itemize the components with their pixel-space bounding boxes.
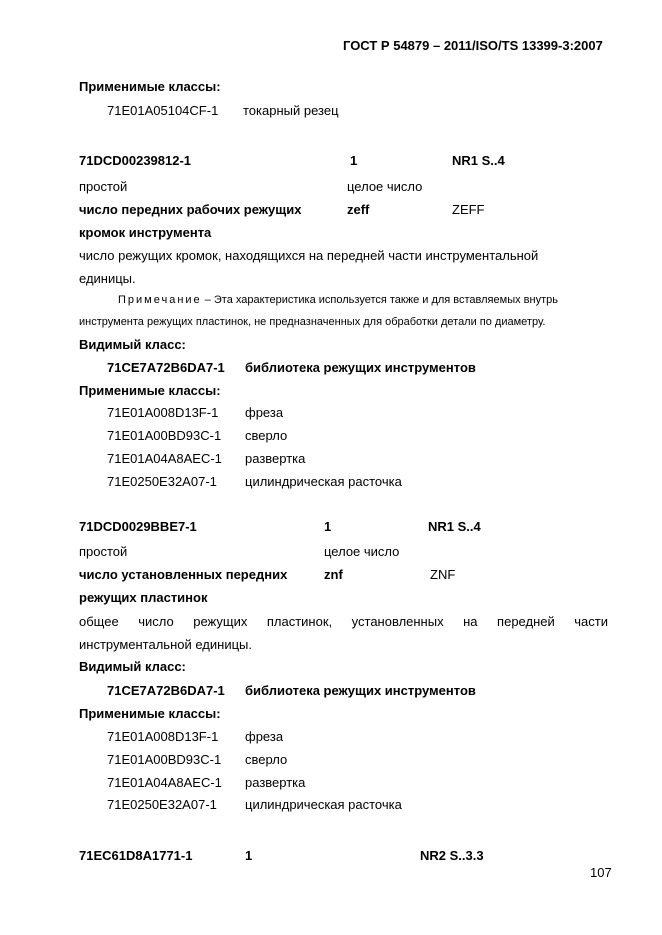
definition-word: передней <box>497 614 555 629</box>
class-name: цилиндрическая расточка <box>245 474 402 489</box>
entry-name-line1: число установленных передних <box>79 567 288 582</box>
entry-symbol: zeff <box>347 202 370 217</box>
entry-type-left: простой <box>79 544 128 559</box>
class-name: сверло <box>245 428 288 443</box>
entry-note-line2: инструмента режущих пластинок, не предназначенных для обработки детали по диаметру. <box>79 316 546 328</box>
entry-definition-line2: инструментальной единицы. <box>79 637 252 652</box>
entry-definition-line1 <box>79 615 608 628</box>
visible-class-label: Видимый класс: <box>79 337 186 352</box>
class-code: 71E01A008D13F-1 <box>107 405 219 420</box>
entry-symbol: znf <box>324 567 343 582</box>
entry-version: 1 <box>324 519 332 534</box>
entry-version: 1 <box>350 153 358 168</box>
entry-name-line2: кромок инструмента <box>79 225 212 240</box>
visible-class-label: Видимый класс: <box>79 659 186 674</box>
entry-requirement: NR2 S..3.3 <box>420 848 484 863</box>
entry-definition-line1: число режущих кромок, находящихся на передней части инструментальной <box>79 248 539 263</box>
visible-class-name: библиотека режущих инструментов <box>245 683 476 698</box>
entry-definition-line2: единицы. <box>79 271 136 286</box>
entry-type-left: простой <box>79 179 128 194</box>
entry-type-right: целое число <box>347 179 423 194</box>
applicable-classes-label: Применимые классы: <box>79 383 221 398</box>
definition-word: число <box>138 614 174 629</box>
definition-word: установленных <box>351 614 444 629</box>
visible-class-code: 71CE7A72B6DA7-1 <box>107 360 225 375</box>
entry-code: ZNF <box>430 567 456 582</box>
class-code: 71E01A00BD93C-1 <box>107 752 222 767</box>
entry-type-right: целое число <box>324 544 400 559</box>
entry-version: 1 <box>245 848 253 863</box>
entry-id: 71EC61D8A1771-1 <box>79 848 193 863</box>
class-code: 71E0250E32A07-1 <box>107 474 217 489</box>
entry-name-line1: число передних рабочих режущих <box>79 202 302 217</box>
applicable-classes-label: Применимые классы: <box>79 706 221 721</box>
definition-word: режущих <box>193 614 248 629</box>
entry-id: 71DCD00239812-1 <box>79 153 192 168</box>
class-name: сверло <box>245 752 288 767</box>
definition-word: на <box>463 614 478 629</box>
class-code: 71E0250E32A07-1 <box>107 797 217 812</box>
visible-class-code: 71CE7A72B6DA7-1 <box>107 683 225 698</box>
class-name: развертка <box>245 775 306 790</box>
class-name: токарный резец <box>243 103 339 118</box>
class-code: 71E01A008D13F-1 <box>107 729 219 744</box>
entry-name-line2: режущих пластинок <box>79 590 208 605</box>
class-name: цилиндрическая расточка <box>245 797 402 812</box>
class-name: развертка <box>245 451 306 466</box>
class-code: 71E01A05104CF-1 <box>107 103 219 118</box>
class-code: 71E01A04A8AEC-1 <box>107 775 222 790</box>
entry-requirement: NR1 S..4 <box>428 519 481 534</box>
class-code: 71E01A00BD93C-1 <box>107 428 222 443</box>
entry-requirement: NR1 S..4 <box>452 153 505 168</box>
applicable-classes-label: Применимые классы: <box>79 79 221 94</box>
page-header-title: ГОСТ Р 54879 – 2011/ISO/TS 13399-3:2007 <box>343 38 603 53</box>
visible-class-name: библиотека режущих инструментов <box>245 360 476 375</box>
class-code: 71E01A04A8AEC-1 <box>107 451 222 466</box>
class-name: фреза <box>245 729 284 744</box>
class-name: фреза <box>245 405 284 420</box>
note-text: – Эта характеристика используется также и для вставляемых внутрь <box>201 294 558 306</box>
entry-id: 71DCD0029BBE7-1 <box>79 519 197 534</box>
definition-word: части <box>574 614 608 629</box>
page-number: 107 <box>590 865 612 880</box>
definition-word: пластинок, <box>266 614 333 629</box>
entry-code: ZEFF <box>452 202 485 217</box>
definition-word: общее <box>79 614 119 629</box>
note-label: Примечание <box>118 294 202 306</box>
entry-note-line1 <box>118 295 558 306</box>
